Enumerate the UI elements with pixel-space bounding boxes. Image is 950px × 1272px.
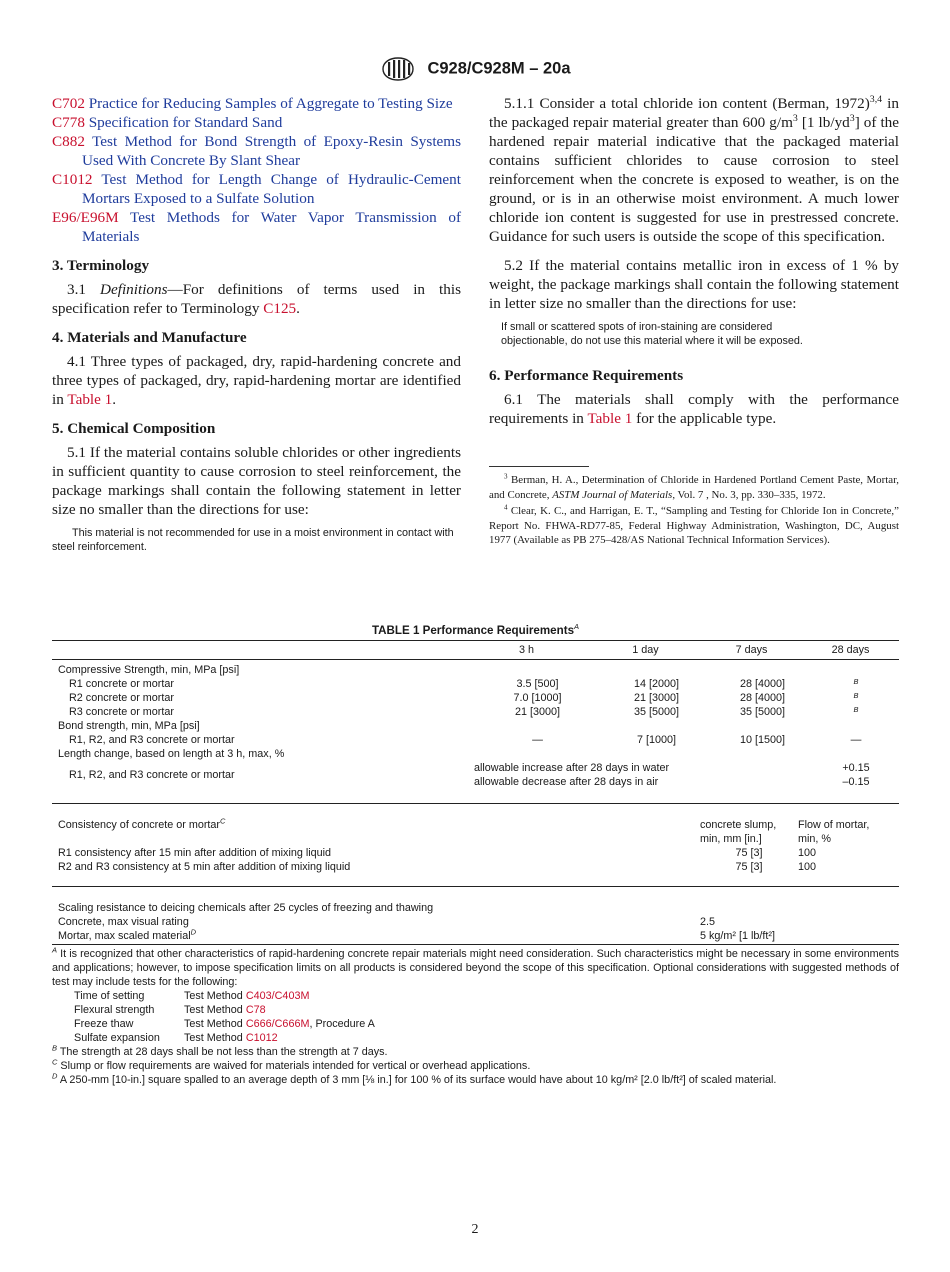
section-heading-terminology: 3. Terminology: [52, 257, 150, 274]
cell: 100: [798, 847, 817, 859]
table-row: [52, 663, 899, 677]
paragraph-4-1: [52, 352, 461, 409]
row-label: R1, R2, and R3 concrete or mortar: [69, 769, 235, 781]
note-mark: B: [853, 677, 859, 686]
row-label: [52, 818, 700, 832]
note-mark: D: [52, 1071, 58, 1081]
table-note-b: [52, 1045, 899, 1059]
section-heading-performance: 6. Performance Requirements: [489, 367, 684, 384]
reference-code-link[interactable]: C778: [52, 114, 85, 131]
table-row: [52, 733, 899, 747]
note-mark: D: [190, 927, 197, 937]
col-header: 3 h: [518, 644, 534, 656]
paragraph-5-2: 5.2 If the material contains metallic iron in excess of 1 % by weight, the package markings shall contain the following statement in letter size no smaller than the directions for use:: [489, 257, 899, 312]
consistency-rows: [52, 818, 899, 874]
ref-link-c125[interactable]: C125: [263, 300, 297, 317]
section-rule: [52, 803, 899, 804]
footnote-text: Clear, K. C., and Harrigan, E. T., “Sampling and Testing for Chloride Ion in Concrete,” Report No. FHWA-RD77-85, Federal Highway Administration, Washington, DC, August 1977 (Available as PB 275–428/AS National Technical Information Services).: [489, 505, 899, 546]
test-ref-link[interactable]: C403/C403M: [245, 990, 310, 1002]
superscript: 3: [792, 112, 798, 124]
col-header: 28 days: [831, 644, 870, 656]
table-row: [52, 677, 899, 691]
table-row: [52, 818, 899, 832]
para-text: [1 lb/yd: [797, 114, 850, 131]
table-row: [52, 719, 899, 733]
note-text: A 250-mm [10-in.] square spalled to an average depth of 3 mm [⅛ in.] for 100 % of its surface would have about 10 kg/m² [2.0 lb/ft²] of scaled material.: [59, 1074, 777, 1086]
scaling-rows: [52, 901, 899, 943]
table-note-a: [52, 947, 899, 989]
test-name: Freeze thaw: [74, 1018, 134, 1030]
paragraph-5-1: 5.1 If the material contains soluble chlorides or other ingredients in sufficient quantity to cause corrosion to steel reinforcement, the package markings shall contain the following statement in letter size no smaller than the directions for use:: [52, 444, 461, 518]
reference-code-link[interactable]: C1012: [52, 171, 93, 188]
footnote-text: Berman, H. A., Determination of Chloride in Hardened Portland Cement Paste, Mortar, and Concrete,: [489, 474, 899, 501]
section-heading-chemical: 5. Chemical Composition: [52, 420, 216, 437]
row-label: R2 concrete or mortar: [69, 692, 175, 704]
table-row: [52, 846, 899, 860]
para-text: —For definitions of terms used in this specification refer to Terminology: [52, 281, 461, 317]
test-method: [184, 1003, 899, 1017]
page-number: 2: [471, 1222, 479, 1237]
cell: —: [532, 734, 543, 746]
reference-item: [52, 94, 461, 113]
note-mark: B: [853, 705, 859, 714]
row-label: R1, R2, and R3 concrete or mortar: [69, 734, 235, 746]
astm-logo-icon: [379, 56, 417, 82]
section-heading-materials: 4. Materials and Manufacture: [52, 329, 247, 346]
table-row: [52, 691, 899, 705]
header-blank: [52, 641, 463, 659]
footnote-text: , Vol. 7 , No. 3, pp. 330–335, 1972.: [672, 488, 826, 501]
cell: [813, 691, 899, 705]
cell: 7.0 [1000]: [513, 692, 562, 704]
note-text: The strength at 28 days shall be not less than the strength at 7 days.: [59, 1046, 388, 1058]
cell: 21 [3000]: [633, 692, 680, 704]
row-label: R2 and R3 consistency at 5 min after addition of mixing liquid: [58, 861, 351, 873]
test-name: Time of setting: [74, 990, 145, 1002]
cell: —: [850, 734, 862, 746]
row-label: R1 consistency after 15 min after addition of mixing liquid: [58, 847, 332, 859]
reference-title: Test Method for Bond Strength of Epoxy-Resin Systems Used With Concrete By Slant Shear: [82, 133, 461, 169]
row-label: Bond strength, min, MPa [psi]: [58, 720, 200, 732]
table-row: [52, 832, 899, 846]
superscript: 3: [849, 112, 855, 124]
cell: 35 [5000]: [633, 706, 680, 718]
optional-tests-list: [52, 989, 899, 1045]
table-row: [52, 901, 899, 915]
paragraph-3-1: [52, 280, 461, 318]
note-mark: C: [52, 1057, 58, 1067]
para-end: .: [296, 300, 300, 317]
cell: +0.15: [842, 762, 870, 774]
table-title: [52, 624, 899, 637]
cell: min, %: [798, 833, 831, 845]
cell: 75 [3]: [735, 847, 763, 859]
method-text: Test Method: [184, 990, 246, 1002]
reference-title: Test Method for Length Change of Hydraulic-Cement Mortars Exposed to a Sulfate Solution: [82, 171, 461, 207]
label-statement-chloride: [52, 526, 461, 554]
reference-code-link[interactable]: C882: [52, 133, 85, 150]
reference-title: Test Methods for Water Vapor Transmission of Materials: [82, 209, 461, 245]
row-label: Scaling resistance to deicing chemicals after 25 cycles of freezing and thawing: [58, 902, 434, 914]
cell: [813, 677, 899, 691]
cell: Flow of mortar,: [798, 819, 870, 831]
ref-link-table1[interactable]: Table 1: [587, 410, 633, 427]
label-statement-iron: If small or scattered spots of iron-staining are considered objectionable, do not use this material where it will be exposed.: [501, 321, 803, 347]
label-text: Mortar, max scaled material: [58, 930, 191, 942]
col-header: 7 days: [735, 644, 768, 656]
cell: 75 [3]: [735, 861, 763, 873]
cell: 3.5 [500]: [516, 678, 559, 690]
cell: min, mm [in.]: [700, 833, 762, 845]
reference-item: [52, 113, 461, 132]
reference-item: [52, 208, 461, 246]
para-number: 3.1: [67, 281, 86, 298]
cell: concrete slump,: [700, 819, 777, 831]
footnote-4: [489, 504, 899, 548]
reference-code-link[interactable]: E96/E96M: [52, 209, 119, 226]
test-ref-link[interactable]: C666/C666M: [245, 1018, 310, 1030]
reference-title: Specification for Standard Sand: [88, 114, 283, 131]
cell: [813, 705, 899, 719]
test-name: Flexural strength: [74, 1004, 155, 1016]
test-ref-link[interactable]: C78: [245, 1004, 266, 1016]
performance-table: [52, 624, 899, 1087]
test-name: Sulfate expansion: [74, 1032, 160, 1044]
para-end: for the applicable type.: [632, 410, 777, 427]
reference-item: [52, 132, 461, 170]
method-text: Test Method: [184, 1004, 246, 1016]
cell: allowable increase after 28 days in water: [474, 762, 670, 774]
footnote-3: [489, 473, 899, 502]
table-note-c: [52, 1059, 899, 1073]
cell-blank: [52, 832, 700, 846]
strength-rows: [52, 663, 899, 789]
para-text: 6.1 The materials shall comply with the performance requirements in: [489, 391, 899, 427]
cell: 5 kg/m² [1 lb/ft²]: [700, 930, 775, 942]
cell: allowable decrease after 28 days in air: [474, 776, 659, 788]
note-text: This material is not recommended for use in a moist environment in contact with steel reinforcement.: [52, 527, 454, 553]
row-label: Concrete, max visual rating: [58, 916, 189, 928]
footnote-number: 4: [504, 503, 508, 512]
row-label: R3 concrete or mortar: [69, 706, 175, 718]
footnote-ref: 3,4: [869, 93, 883, 105]
table-row: [52, 929, 899, 943]
table-row: [52, 860, 899, 874]
table-notes: [52, 947, 899, 1087]
para-text: 5.1.1 Consider a total chloride ion content (Berman, 1972): [504, 95, 870, 112]
row-label: R1 concrete or mortar: [69, 678, 175, 690]
method-suffix: , Procedure A: [309, 1018, 375, 1030]
label-text: Consistency of concrete or mortar: [58, 819, 221, 831]
para-text: in the packaged repair material greater than 600 g/m: [489, 95, 899, 131]
page-header: [0, 56, 950, 82]
note-mark: C: [220, 816, 226, 826]
reference-list: [52, 94, 461, 246]
footnote-divider: [489, 466, 589, 467]
cell: 21 [3000]: [514, 706, 561, 718]
table-header: [52, 641, 899, 659]
test-method: [184, 1031, 899, 1045]
cell: 2.5: [700, 916, 716, 928]
table-note-d: [52, 1073, 899, 1087]
section-rule: [52, 886, 899, 887]
method-text: Test Method: [184, 1018, 246, 1030]
header-rule: [52, 659, 899, 660]
cell: –0.15: [842, 776, 870, 788]
reference-item: [52, 170, 461, 208]
note-mark: B: [52, 1043, 58, 1053]
document-code: C928/C928M – 20a: [427, 59, 571, 78]
ref-link-table1[interactable]: Table 1: [67, 391, 113, 408]
note-mark: B: [853, 691, 859, 700]
note-mark: A: [52, 945, 58, 955]
cell: 28 [4000]: [739, 692, 786, 704]
table-title-text: TABLE 1 Performance Requirements: [371, 624, 575, 637]
reference-code-link[interactable]: C702: [52, 95, 85, 112]
para-end: .: [112, 391, 117, 408]
method-text: Test Method: [184, 1032, 246, 1044]
row-label: Length change, based on length at 3 h, max, %: [58, 748, 285, 760]
cell: 28 [4000]: [739, 678, 786, 690]
table-bottom-rule: [52, 944, 899, 945]
cell: 35 [5000]: [739, 706, 786, 718]
row-label: [52, 929, 700, 943]
test-ref-link[interactable]: C1012: [245, 1032, 278, 1044]
test-method: [184, 989, 899, 1003]
test-method: [184, 1017, 899, 1031]
footnote-number: 3: [504, 472, 508, 481]
table-row: [52, 747, 899, 761]
term-definitions: Definitions: [100, 281, 168, 298]
reference-title: Practice for Reducing Samples of Aggregate to Testing Size: [88, 95, 453, 112]
para-text: ] of the hardened repair material indicative that the packaged material contains sufficient chlorides to cause corrosion to steel reinforcement when the concrete is exposed to weather, is on the ground, or is in an otherwise moist environment. A much lower chloride ion content is suggested for use in prestressed concrete. Guidance for such users is outside the scope of this specification.: [489, 114, 900, 245]
table-row: [52, 705, 899, 719]
table-row: [52, 915, 899, 929]
note-text: It is recognized that other characteristics of rapid-hardening concrete repair materials might need consideration. Such characteristics might be necessary in some environments and applications; however, to impose specification limits on all products is considered beyond the scope of this specification. Optional considerations with suggested methods of test may include tests for the following:: [52, 948, 900, 988]
cell: 7 [1000]: [636, 734, 677, 746]
right-column: [489, 94, 899, 550]
cell: 10 [1500]: [739, 734, 786, 746]
footnote-journal: ASTM Journal of Materials: [552, 488, 673, 501]
left-column: [52, 94, 461, 564]
para-text: 4.1 Three types of packaged, dry, rapid-hardening concrete and three types of packaged, dry, rapid-hardening mortar are identified in: [52, 353, 461, 408]
row-label: Compressive Strength, min, MPa [psi]: [58, 664, 240, 676]
cell: 14 [2000]: [633, 678, 680, 690]
table-title-note: A: [574, 622, 580, 632]
col-header: 1 day: [632, 644, 659, 656]
paragraph-5-1-1: [489, 94, 899, 246]
paragraph-6-1: [489, 390, 899, 428]
note-text: Slump or flow requirements are waived for materials intended for vertical or overhead applications.: [60, 1060, 531, 1072]
table-row: [52, 761, 899, 775]
cell: 100: [798, 861, 817, 873]
